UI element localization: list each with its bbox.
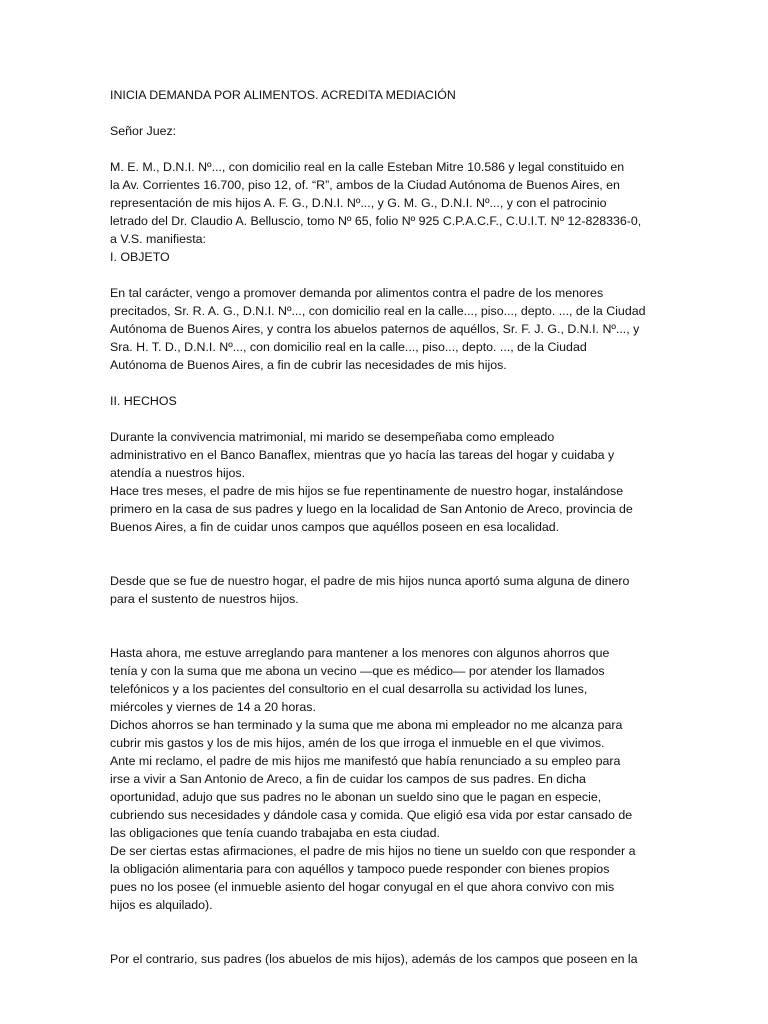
text-line: De ser ciertas estas afirmaciones, el padre de mis hijos no tiene un sueldo con que responder a <box>110 844 636 858</box>
document-page <box>110 86 660 968</box>
text-line: Autónoma de Buenos Aires, y contra los abuelos paternos de aquéllos, Sr. F. J. G., D.N.I. Nº..., y <box>110 322 640 336</box>
text-line: Sra. H. T. D., D.N.I. Nº..., con domicilio real en la calle..., piso..., depto. ..., de la Ciudad <box>110 340 587 354</box>
text-line: pues no los posee (el inmueble asiento del hogar conyugal en el que ahora convivo con mis <box>110 880 615 894</box>
text-line: M. E. M., D.N.I. Nº..., con domicilio real en la calle Esteban Mitre 10.586 y legal constituido en <box>110 160 625 174</box>
text-line: para el sustento de nuestros hijos. <box>110 592 299 606</box>
text-line: Durante la convivencia matrimonial, mi marido se desempeñaba como empleado <box>110 430 555 444</box>
text-line: las obligaciones que tenía cuando trabajaba en esta ciudad. <box>110 826 440 840</box>
text-line: precitados, Sr. R. A. G., D.N.I. Nº..., con domicilio real en la calle..., piso..., depto. ..., de la Ciudad <box>110 304 646 318</box>
text-line: letrado del Dr. Claudio A. Belluscio, tomo Nº 65, folio Nº 925 C.P.A.C.F., C.U.I.T. Nº 12-828336-0, <box>110 214 642 228</box>
text-line: representación de mis hijos A. F. G., D.N.I. Nº..., y G. M. G., D.N.I. Nº..., y con el patrocinio <box>110 196 607 210</box>
text-line: cubriendo sus necesidades y dándole casa y comida. Que eligió esa vida por estar cansado de <box>110 808 633 822</box>
text-line: Hace tres meses, el padre de mis hijos se fue repentinamente de nuestro hogar, instalándose <box>110 484 624 498</box>
text-line: Buenos Aires, a fin de cuidar unos campos que aquéllos poseen en esa localidad. <box>110 520 560 534</box>
hechos-paragraph-1 <box>110 428 660 536</box>
text-line: miércoles y viernes de 14 a 20 horas. <box>110 700 316 714</box>
text-line: oportunidad, adujo que sus padres no le abonan un sueldo sino que le pagan en especie, <box>110 790 602 804</box>
text-line: Autónoma de Buenos Aires, a fin de cubrir las necesidades de mis hijos. <box>110 358 507 372</box>
text-line: cubrir mis gastos y los de mis hijos, amén de los que irroga el inmueble en el que vivimos. <box>110 736 605 750</box>
hechos-paragraph-3 <box>110 644 660 914</box>
document-title: INICIA DEMANDA POR ALIMENTOS. ACREDITA MEDIACIÓN <box>110 88 456 102</box>
text-line: Por el contrario, sus padres (los abuelos de mis hijos), además de los campos que poseen en la <box>110 952 638 966</box>
objeto-paragraph <box>110 284 660 374</box>
text-line: atendía a nuestros hijos. <box>110 466 246 480</box>
text-line: primero en la casa de sus padres y luego en la localidad de San Antonio de Areco, provincia de <box>110 502 633 516</box>
text-line: telefónicos y a los pacientes del consultorio en el cual desarrolla su actividad los lunes, <box>110 682 588 696</box>
text-line: En tal carácter, vengo a promover demanda por alimentos contra el padre de los menores <box>110 286 604 300</box>
text-line: la Av. Corrientes 16.700, piso 12, of. “R”, ambos de la Ciudad Autónoma de Buenos Aires, en <box>110 178 620 192</box>
text-line: irse a vivir a San Antonio de Areco, a fin de cuidar los campos de sus padres. En dicha <box>110 772 586 786</box>
text-line: la obligación alimentaria para con aquéllos y tampoco puede responder con bienes propios <box>110 862 610 876</box>
hechos-paragraph-2 <box>110 572 660 608</box>
text-line: administrativo en el Banco Banaflex, mientras que yo hacía las tareas del hogar y cuidaba y <box>110 448 615 462</box>
text-line: Ante mi reclamo, el padre de mis hijos me manifestó que había renunciado a su empleo para <box>110 754 621 768</box>
text-line: tenía y con la suma que me abona un vecino —que es médico— por atender los llamados <box>110 664 605 678</box>
text-line: Hasta ahora, me estuve arreglando para mantener a los menores con algunos ahorros que <box>110 646 610 660</box>
text-line: Dichos ahorros se han terminado y la suma que me abona mi empleador no me alcanza para <box>110 718 623 732</box>
section-heading-hechos: II. HECHOS <box>110 394 177 408</box>
salutation: Señor Juez: <box>110 124 177 138</box>
hechos-paragraph-4 <box>110 950 660 968</box>
intro-paragraph <box>110 158 660 248</box>
text-line: Desde que se fue de nuestro hogar, el padre de mis hijos nunca aportó suma alguna de dinero <box>110 574 630 588</box>
text-line: a V.S. manifiesta: <box>110 232 206 246</box>
section-heading-objeto: I. OBJETO <box>110 250 170 264</box>
text-line: hijos es alquilado). <box>110 898 213 912</box>
